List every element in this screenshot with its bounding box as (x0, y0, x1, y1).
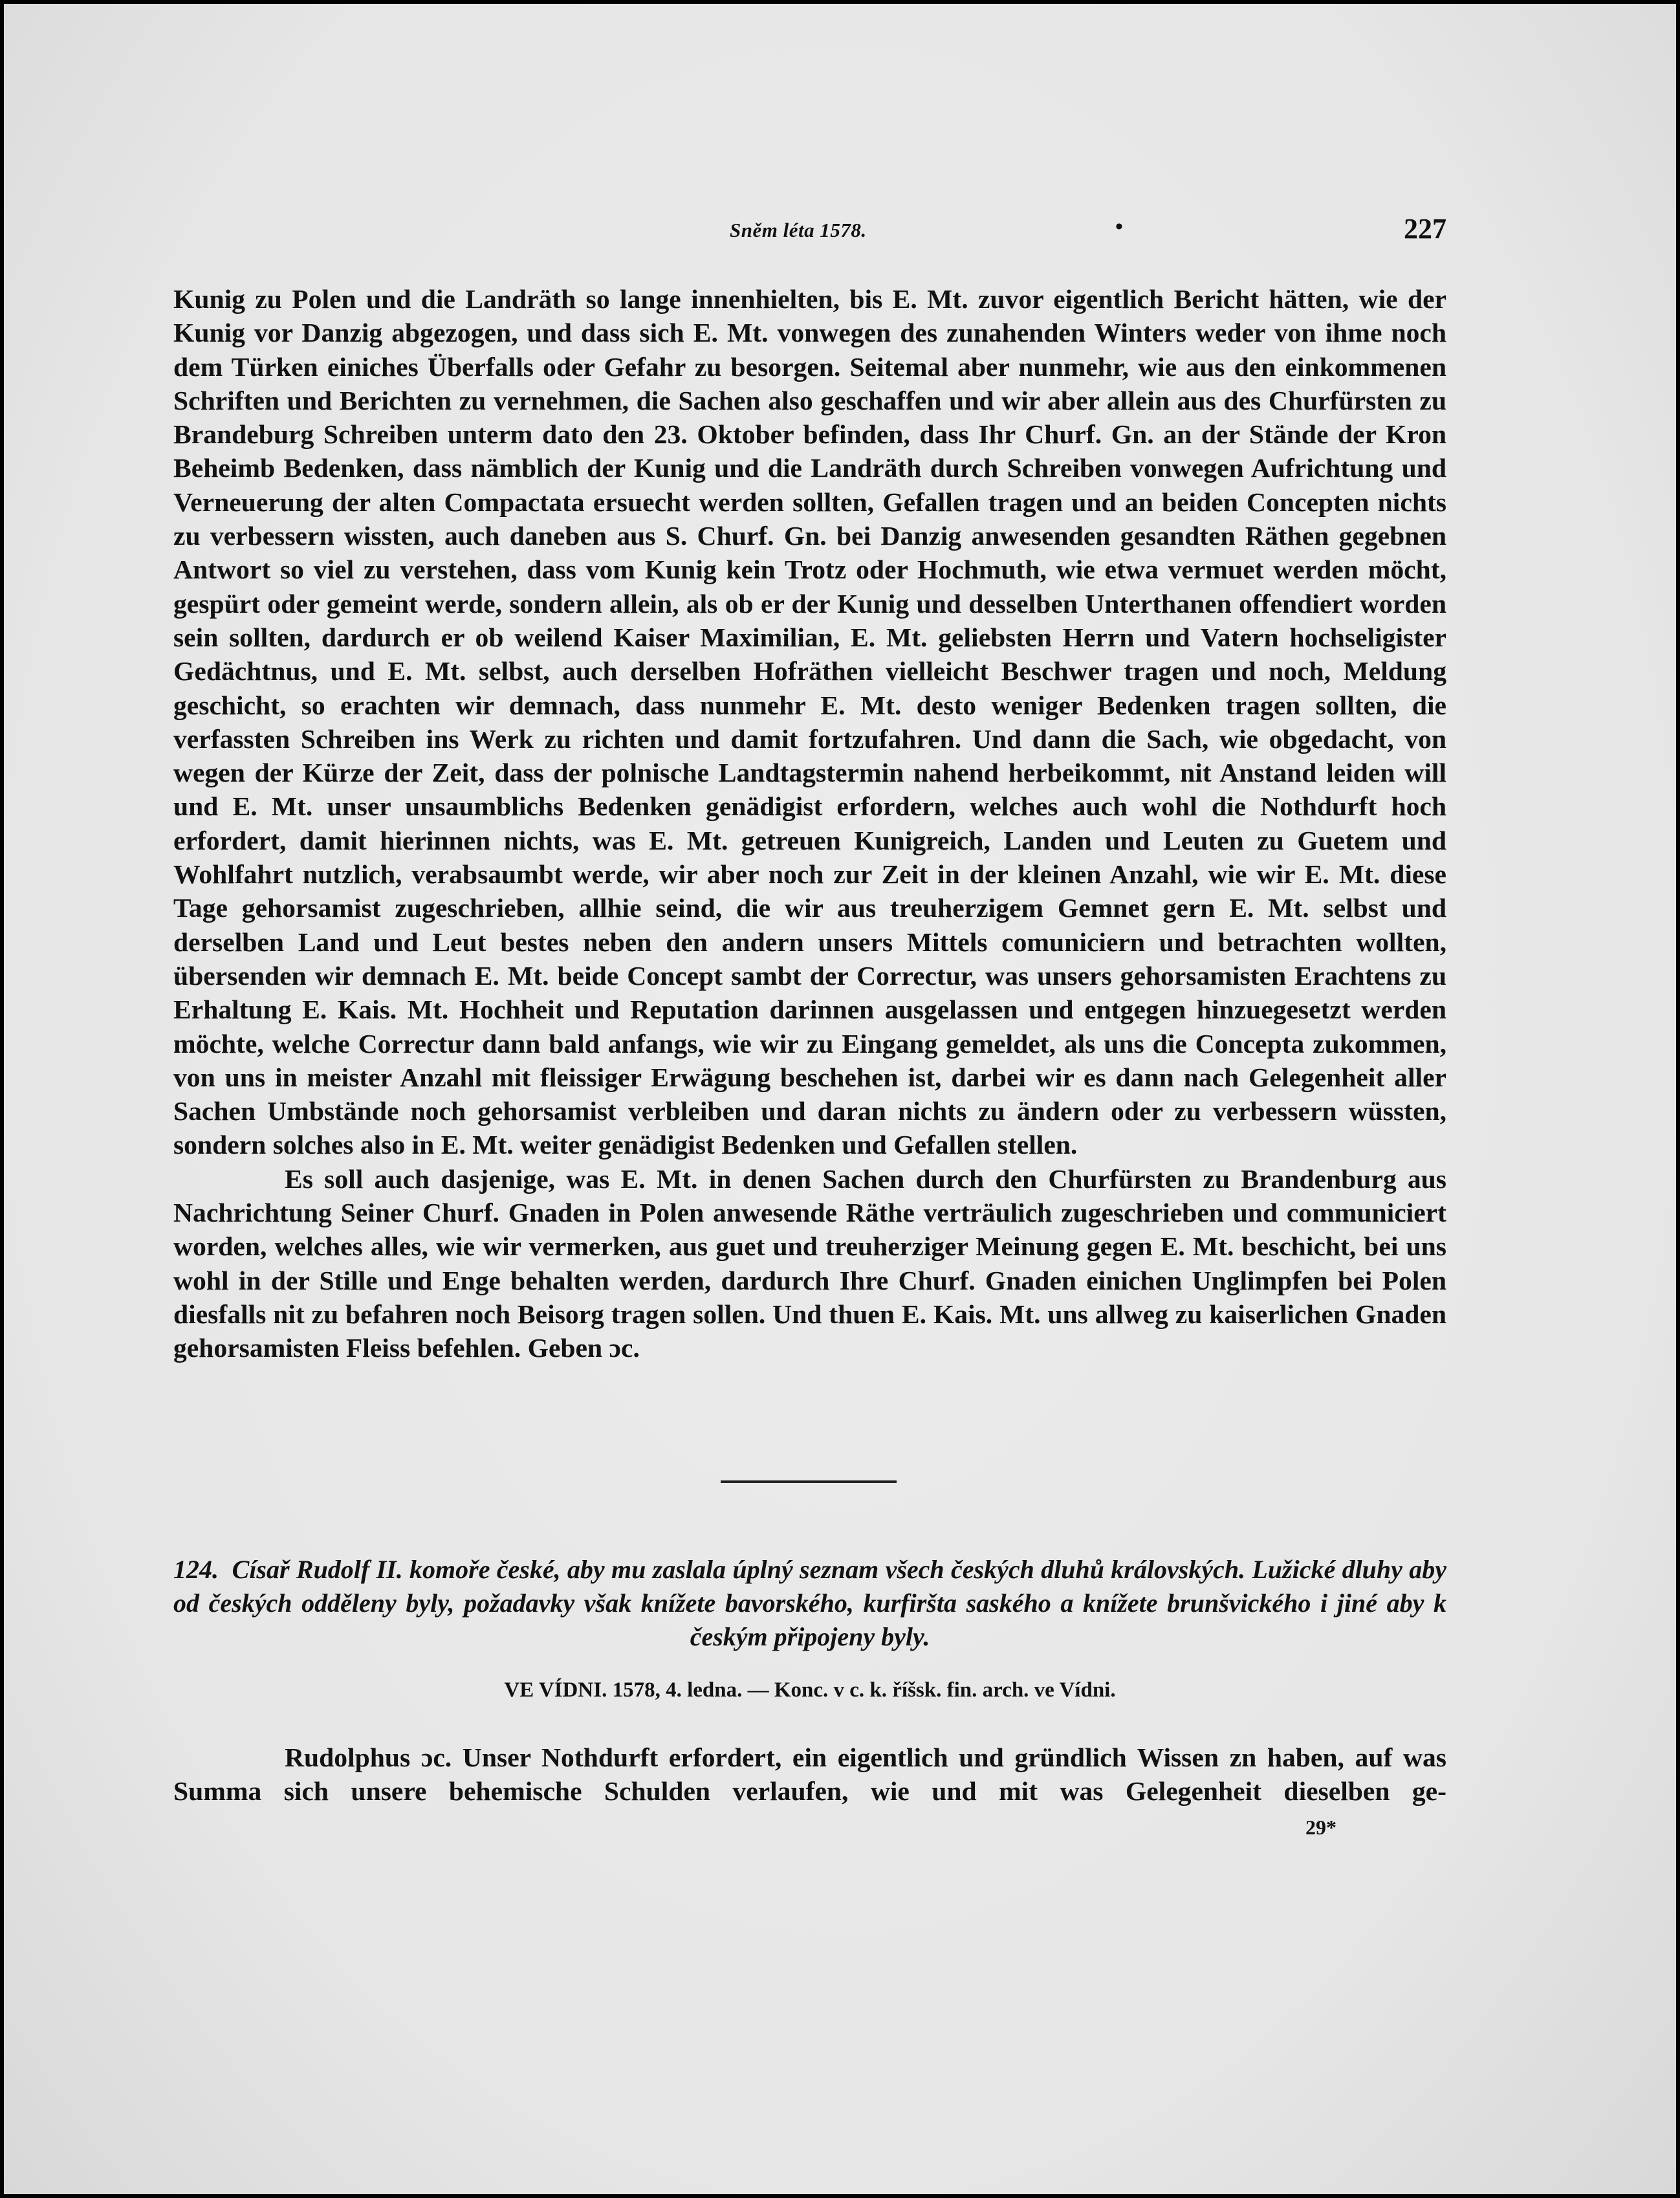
paragraph-1: Kunig zu Polen und die Landräth so lange innenhielten, bis E. Mt. zuvor eigentlich Bericht hätten, wie der Kunig vor Danzig abgezogen, und dass sich E. Mt. vonwegen des zunahenden Winters weder von ihme noch dem Türken einiches Überfalls oder Gefahr zu besorgen. Seitemal aber nunmehr, wie aus den einkommenen Schriften und Berichten zu vernehmen, die Sachen also geschaffen und wir aber allein aus des Churfürsten zu Brandeburg Schreiben unterm dato den 23. Oktober befinden, dass Ihr Churf. Gn. an der Stände der Kron Beheimb Bedenken, dass nämblich der Kunig und die Landräth durch Schreiben vonwegen Aufrichtung und Verneuerung der alten Compactata ersuecht werden sollten, Gefallen tragen und an beiden Concepten nichts zu verbessern wissten, auch daneben aus S. Churf. Gn. bei Danzig anwesenden gesandten Räthen gegebnen Antwort so viel zu verstehen, dass vom Kunig kein Trotz oder Hochmuth, wie etwa vermuet werden möcht, gespürt oder gemeint werde, sondern allein, als ob er der Kunig und desselben Unterthanen offendiert worden sein sollten, dardurch er ob weilend Kaiser Maximilian, E. Mt. geliebsten Herrn und Vatern hochseligister Gedächtnus, und E. Mt. selbst, auch derselben Hofräthen vielleicht Beschwer tragen und noch, Meldung geschicht, so erachten wir demnach, dass nunmehr E. Mt. desto weniger Bedenken tragen sollten, die verfassten Schreiben ins Werk zu richten und damit fortzufahren. Und dann die Sach, wie obgedacht, von wegen der Kürze der Zeit, dass der polnische Landtagstermin nahend herbeikommt, nit Anstand leiden will und E. Mt. unser unsaumblichs Bedenken genädigist erfordern, welches auch wohl die Nothdurft hoch erfordert, damit hierinnen nichts, was E. Mt. getreuen Kunigreich, Landen und Leuten zu Guetem und Wohlfahrt nutzlich, verabsaumbt werde, wir aber noch zur Zeit in der kleinen Anzahl, wie wir E. Mt. diese Tage gehorsamist zugeschrieben, allhie seind, die wir aus treuherzigem Gemnet gern E. Mt. selbst und derselben Land und Leut bestes neben den andern unsers Mittels comuniciern und betrachten wollten, übersenden wir demnach E. Mt. beide Concept sambt der Correctur, was unsers gehorsamisten Erachtens zu Erhaltung E. Kais. Mt. Hochheit und Reputation darinnen ausgelassen und entgegen hinzuegesetzt werden möchte, welche Correctur dann bald anfangs, wie wir zu Eingang gemeldet, als uns die Concepta zukommen, von uns in meister Anzahl mit fleissiger Erwägung beschehen ist, darbei wir es dann nach Gelegenheit aller Sachen Umbstände noch gehorsamist verbleiben und daran nichts zu ändern oder zu verbessern wüssten, sondern solches also in E. Mt. weiter genädigist Bedenken und Gefallen stellen. (173, 284, 1446, 1160)
document-source: VE VÍDNI. 1578, 4. ledna. — Konc. v c. k. říšsk. fin. arch. ve Vídni. (504, 1678, 1116, 1702)
header-dot: • (1115, 215, 1123, 239)
document-heading (173, 1553, 1446, 1654)
page-number: 227 (1404, 213, 1446, 245)
document-body-text: Rudolphus ɔc. Unser Nothdurft erfordert, ein eigentlich und gründlich Wissen zn haben, auf was Summa sich unsere behemische Schulden verlaufen, wie und mit was Gelegenheit dieselben ge- (173, 1742, 1446, 1807)
document-number: 124. (173, 1555, 219, 1584)
running-title: Sněm léta 1578. (730, 219, 867, 241)
page-header (173, 210, 1446, 248)
signature-mark: 29* (1305, 1816, 1336, 1839)
continued-letter-text (173, 282, 1446, 1365)
section-divider (721, 1480, 897, 1483)
document-summary: Císař Rudolf II. komoře české, aby mu zaslala úplný seznam všech českých dluhů královských. Lužické dluhy aby od českých odděleny byly, požadavky však knížete bavorského, kurfiršta saského a knížete brunšvického i jiné aby k českým připojeny byly. (173, 1555, 1446, 1651)
scanned-page (4, 4, 1676, 2194)
document-body (173, 1741, 1446, 1808)
paragraph-2: Es soll auch dasjenige, was E. Mt. in denen Sachen durch den Churfürsten zu Brandenburg aus Nachrichtung Seiner Churf. Gnaden in Polen anwesende Räthe verträulich zugeschrieben und communiciert worden, welches alles, wie wir vermerken, aus guet und treuherziger Meinung gegen E. Mt. beschicht, bei uns wohl in der Stille und Enge behalten werden, dardurch Ihre Churf. Gnaden einichen Unglimpfen bei Polen diesfalls nit zu befahren noch Beisorg tragen sollen. Und thuen E. Kais. Mt. uns allweg zu kaiserlichen Gnaden gehorsamisten Fleiss befehlen. Geben ɔc. (173, 1163, 1446, 1363)
